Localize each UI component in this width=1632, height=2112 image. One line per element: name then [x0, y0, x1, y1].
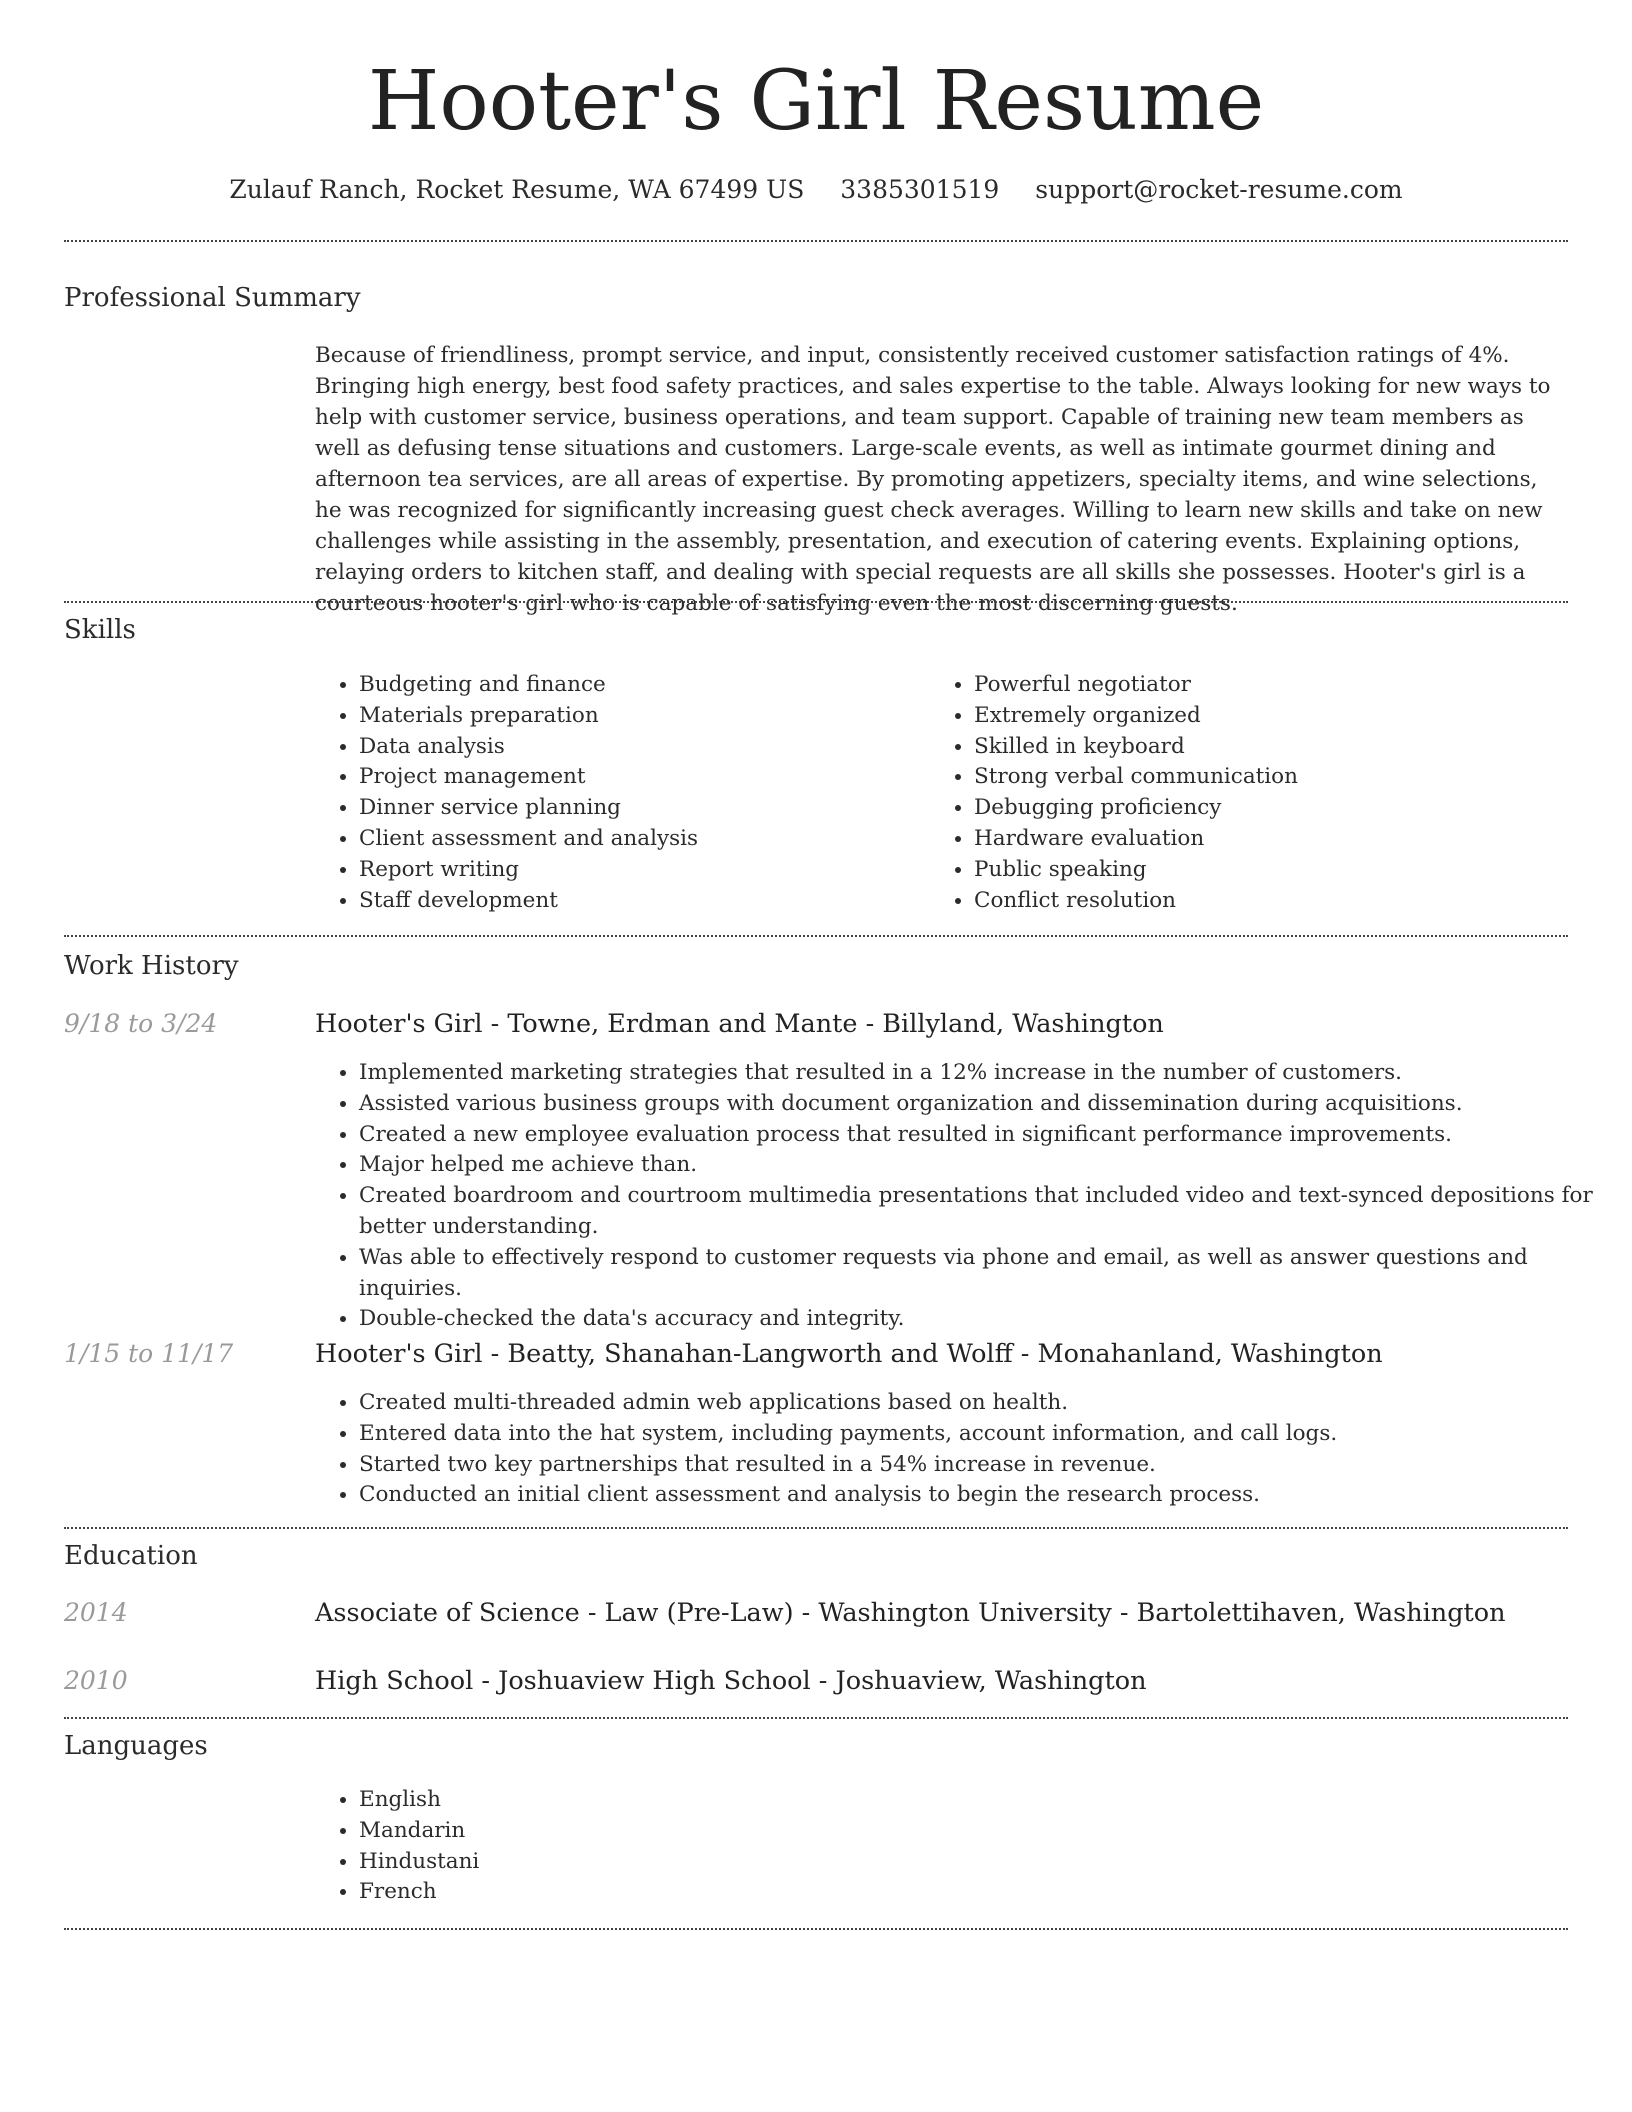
skill-item: • Staff development: [359, 886, 919, 917]
skill-item: • Project management: [359, 762, 919, 793]
divider: [64, 601, 1568, 603]
divider: [64, 935, 1568, 937]
job-bullet: • Implemented marketing strategies that resulted in a 12% increase in the number of customers.: [359, 1058, 1614, 1089]
skill-item: • Conflict resolution: [974, 886, 1574, 917]
job-bullet: • Created boardroom and courtroom multimedia presentations that included video and text-synced depositions for better understanding.: [359, 1181, 1614, 1243]
section-heading-summary: Professional Summary: [64, 283, 361, 313]
education-year: 2014: [64, 1598, 128, 1627]
job-dates: 1/15 to 11/17: [64, 1339, 234, 1368]
section-heading-languages: Languages: [64, 1731, 208, 1761]
job-bullets: [315, 1388, 1614, 1511]
job-title: Hooter's Girl - Beatty, Shanahan-Langworth and Wolff - Monahanland, Washington: [315, 1339, 1383, 1369]
section-heading-education: Education: [64, 1541, 198, 1571]
resume-title: Hooter's Girl Resume: [367, 54, 1265, 149]
language-item: • Mandarin: [359, 1816, 959, 1847]
skills-list-right: [930, 670, 1574, 916]
divider: [64, 1717, 1568, 1719]
job-bullet: • Was able to effectively respond to customer requests via phone and email, as well as answer questions and inquiries.: [359, 1243, 1614, 1305]
skill-item: • Debugging proficiency: [974, 793, 1574, 824]
job-bullet: • Created multi-threaded admin web applications based on health.: [359, 1388, 1614, 1419]
contact-email: support@rocket-resume.com: [1035, 175, 1403, 204]
job-bullets: [315, 1058, 1614, 1335]
languages-list: [315, 1785, 959, 1908]
section-heading-skills: Skills: [64, 615, 136, 645]
skill-item: • Hardware evaluation: [974, 824, 1574, 855]
skill-item: • Report writing: [359, 855, 919, 886]
divider: [64, 240, 1568, 242]
contact-phone: 3385301519: [840, 175, 1000, 204]
education-entry: High School - Joshuaview High School - Joshuaview, Washington: [315, 1666, 1147, 1696]
language-item: • French: [359, 1877, 959, 1908]
divider: [64, 1527, 1568, 1529]
skill-item: • Budgeting and finance: [359, 670, 919, 701]
section-heading-work-history: Work History: [64, 951, 239, 981]
education-entry: Associate of Science - Law (Pre-Law) - Washington University - Bartolettihaven, Washington: [315, 1598, 1506, 1628]
job-bullet: • Assisted various business groups with document organization and dissemination during acquisitions.: [359, 1089, 1614, 1120]
skill-item: • Client assessment and analysis: [359, 824, 919, 855]
job-bullet: • Created a new employee evaluation process that resulted in significant performance improvements.: [359, 1120, 1614, 1151]
divider: [64, 1928, 1568, 1930]
skill-item: • Skilled in keyboard: [974, 732, 1574, 763]
job-bullet: • Entered data into the hat system, including payments, account information, and call logs.: [359, 1419, 1614, 1450]
summary-text: Because of friendliness, prompt service, and input, consistently received customer satisfaction ratings of 4%. Bringing high energy, best food safety practices, and sales expertise to the table. Always looking for new ways to help with customer service, business operations, and team support. Capable of training new team members as well as defusing tense situations and customers. Large-scale events, as well as intimate gourmet dining and afternoon tea services, are all areas of expertise. By promoting appetizers, specialty items, and wine selections, he was recognized for significantly increasing guest check averages. Willing to learn new skills and take on new challenges while assisting in the assembly, presentation, and execution of catering events. Explaining options, relaying orders to kitchen staff, and dealing with special requests are all skills she possesses. Hooter's girl is a courteous hooter's girl who is capable of satisfying even the most discerning guests.: [315, 343, 1551, 616]
skill-item: • Extremely organized: [974, 701, 1574, 732]
language-item: • English: [359, 1785, 959, 1816]
job-bullet: • Major helped me achieve than.: [359, 1150, 1614, 1181]
contact-address: Zulauf Ranch, Rocket Resume, WA 67499 US: [229, 175, 805, 204]
skill-item: • Public speaking: [974, 855, 1574, 886]
skill-item: • Powerful negotiator: [974, 670, 1574, 701]
skill-item: • Strong verbal communication: [974, 762, 1574, 793]
skills-list-left: [315, 670, 919, 916]
skill-item: • Dinner service planning: [359, 793, 919, 824]
job-title: Hooter's Girl - Towne, Erdman and Mante - Billyland, Washington: [315, 1009, 1164, 1039]
job-bullet: • Conducted an initial client assessment and analysis to begin the research process.: [359, 1480, 1614, 1511]
contact-line: [0, 170, 1632, 210]
skill-item: • Materials preparation: [359, 701, 919, 732]
education-year: 2010: [64, 1666, 128, 1695]
job-bullet: • Started two key partnerships that resulted in a 54% increase in revenue.: [359, 1450, 1614, 1481]
skill-item: • Data analysis: [359, 732, 919, 763]
job-dates: 9/18 to 3/24: [64, 1009, 218, 1038]
job-bullet: • Double-checked the data's accuracy and integrity.: [359, 1304, 1614, 1335]
language-item: • Hindustani: [359, 1847, 959, 1878]
